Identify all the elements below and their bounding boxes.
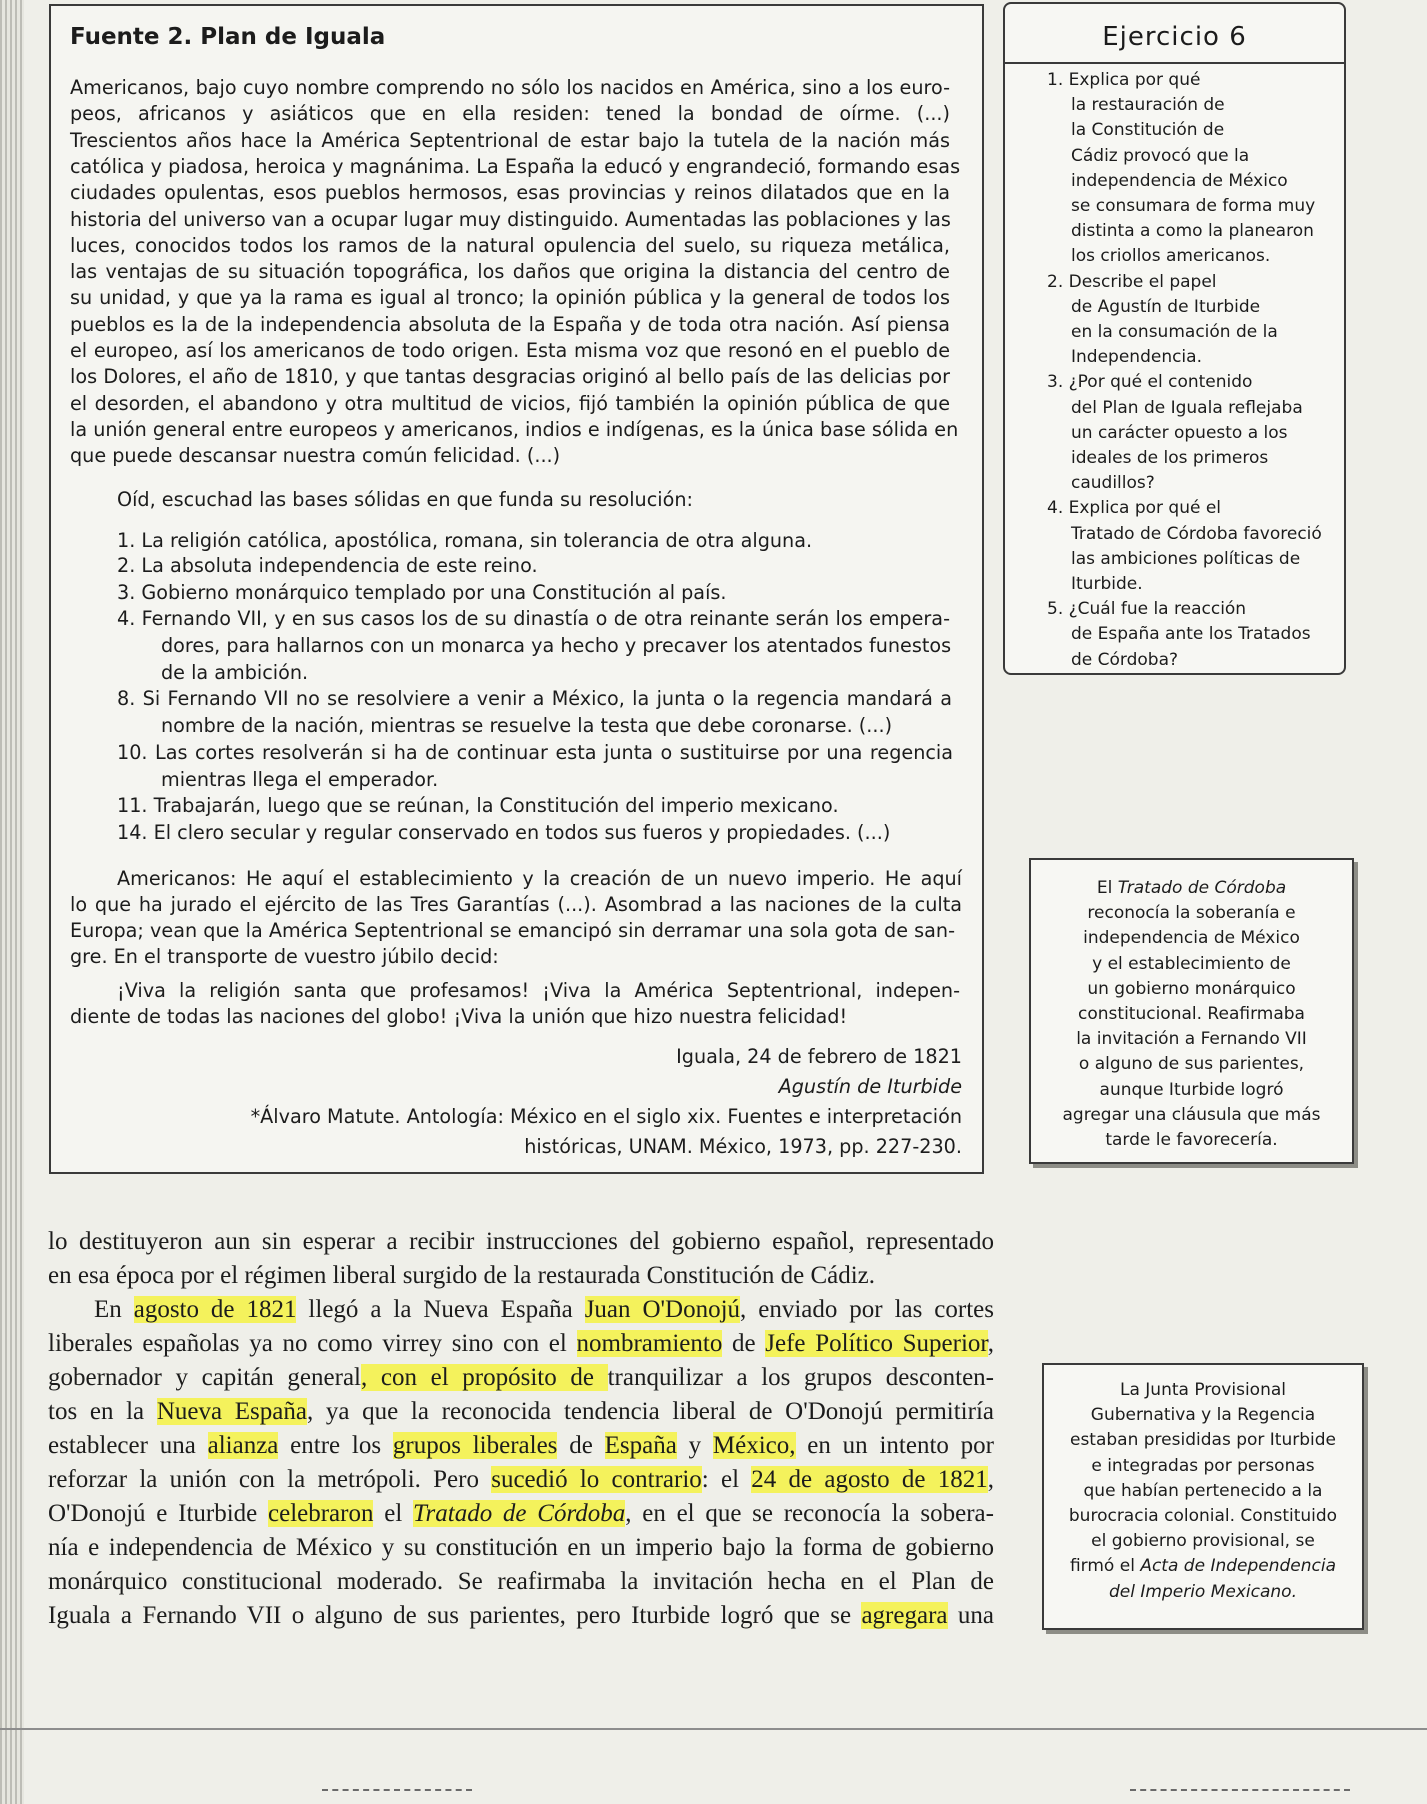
- exercise-question-line: ideales de los primeros: [1071, 448, 1269, 468]
- note-line: un gobierno monárquico: [1087, 978, 1296, 999]
- exercise-question-line: las ambiciones políticas de: [1071, 548, 1301, 569]
- text-segment: , enviado por las cortes: [740, 1296, 994, 1323]
- note-line: burocracia colonial. Constituido: [1068, 1506, 1338, 1526]
- text-segment: ,: [987, 1466, 994, 1493]
- note-line: El Tratado de Córdoba: [1096, 878, 1287, 898]
- source-line: el desorden, el abandono y otra multitud de vicios, fijó también la opinión pública de que: [70, 391, 950, 415]
- exercise-divider: [1005, 62, 1344, 64]
- source-line: pueblos es la de la independencia absoluta de la España y de toda otra nación. Así piensa: [70, 312, 950, 336]
- text-segment: ,: [987, 1330, 994, 1357]
- closing-line: Americanos: He aquí el establecimiento y la creación de un nuevo imperio. He aquí: [117, 867, 962, 890]
- highlighted-phrase: Juan O'Donojú: [584, 1296, 741, 1323]
- note-line: e integradas por personas: [1091, 1455, 1315, 1476]
- highlighted-phrase: celebraron: [268, 1500, 374, 1527]
- base-item: 3. Gobierno monárquico templado por una Constitución al país.: [117, 581, 727, 604]
- text-segment: de: [722, 1330, 766, 1357]
- source-line: Americanos, bajo cuyo nombre comprendo no sólo los nacidos en América, sino a los euro-: [70, 76, 950, 99]
- base-item: dores, para hallarnos con un monarca ya hecho y precaver los atentados funestos: [161, 634, 952, 657]
- text-segment: Iguala a Fernando VII o alguno de sus parientes, pero Iturbide logró que se: [48, 1602, 862, 1629]
- text-segment: , en el que se reconocía la sobera-: [625, 1500, 994, 1527]
- body-line-9: [48, 1497, 994, 1530]
- note-line: independencia de México: [1083, 928, 1300, 949]
- exercise-question: 2. Describe el papel: [1047, 271, 1217, 292]
- text-segment: de: [557, 1432, 605, 1459]
- exercise-question-line: de Córdoba?: [1071, 649, 1179, 670]
- text-segment: tos en la: [48, 1398, 157, 1425]
- note-line: que habían pertenecido a la: [1083, 1480, 1323, 1501]
- exercise-question-line: en la consumación de la: [1071, 322, 1278, 342]
- exercise-question-line: la restauración de: [1071, 95, 1225, 116]
- exercise-question-line: la Constitución de: [1071, 120, 1225, 141]
- base-item: de la ambición.: [161, 661, 309, 684]
- text-segment: establecer una: [48, 1432, 208, 1459]
- note-line: constitucional. Reafirmaba: [1078, 1004, 1305, 1024]
- closing-line: Europa; vean que la América Septentrional se emancipó sin derramar una sola gota de san-: [70, 919, 955, 942]
- exercise-question: 1. Explica por qué: [1047, 70, 1201, 90]
- body-line-5: [48, 1361, 994, 1394]
- base-item: 4. Fernando VII, y en sus casos los de su dinastía o de otra reinante serán los empera-: [117, 607, 950, 630]
- text-segment: una: [947, 1602, 994, 1629]
- exercise-title: Ejercicio 6: [1102, 22, 1247, 52]
- note-line: reconocía la soberanía e: [1087, 903, 1296, 924]
- note-line: o alguno de sus parientes,: [1078, 1054, 1305, 1075]
- source-line: la unión general entre europeos y americanos, indios e indígenas, es la única base sólida en: [70, 417, 959, 441]
- note-line: La Junta Provisional: [1120, 1380, 1286, 1400]
- text-segment: y: [676, 1432, 713, 1459]
- source-citation-2: históricas, UNAM. México, 1973, pp. 227-230.: [524, 1135, 962, 1158]
- exercise-question-line: de España ante los Tratados: [1071, 624, 1311, 645]
- text-segment: el: [373, 1500, 413, 1527]
- source-line: luces, conocidos todos los ramos de la natural opulencia del suelo, su riqueza metálica,: [70, 233, 950, 257]
- closing-line: lo que ha jurado el ejército de las Tres Garantías (...). Asombrad a las naciones de la culta: [70, 893, 962, 916]
- source-line: las ventajas de su situación topográfica, los daños que origina la distancia del centro de: [70, 260, 950, 284]
- text-segment: En: [94, 1296, 134, 1323]
- note-box-tratado: [1029, 858, 1354, 1164]
- body-line-7: [48, 1429, 994, 1462]
- exercise-question-line: del Plan de Iguala reflejaba: [1071, 397, 1303, 418]
- closing-line: diente de todas las naciones del globo! ¡Viva la unión que hizo nuestra felicidad!: [70, 1005, 848, 1028]
- exercise-question-line: Independencia.: [1071, 347, 1202, 368]
- closing-line: gre. En el transporte de vuestro júbilo decid:: [70, 945, 499, 968]
- exercise-question-line: distinta a como la planearon: [1071, 221, 1314, 242]
- base-item: 1. La religión católica, apostólica, romana, sin tolerancia de otra alguna.: [117, 529, 813, 552]
- highlighted-phrase: Tratado de Córdoba: [413, 1500, 626, 1527]
- highlighted-phrase: Jefe Político Superior: [765, 1330, 988, 1357]
- source-line: peos, africanos y asiáticos que en ella residen: tened la bondad de oírme. (...): [70, 102, 950, 126]
- highlighted-phrase: , con el propósito de: [361, 1364, 608, 1391]
- highlighted-phrase: agosto de 1821: [133, 1296, 297, 1323]
- base-item: 14. El clero secular y regular conservado en todos sus fueros y propiedades. (...): [117, 821, 891, 844]
- exercise-question-line: Iturbide.: [1071, 574, 1143, 594]
- body-line-4: [48, 1327, 994, 1360]
- source-line: los Dolores, el año de 1810, y que tantas desgracias originó al bello país de las delicias por: [70, 365, 950, 389]
- exercise-question-line: un carácter opuesto a los: [1071, 422, 1288, 443]
- base-item: mientras llega el emperador.: [161, 768, 439, 791]
- text-segment: entre los: [278, 1432, 393, 1459]
- body-line-10: nía e independencia de México y su constitución en un imperio bajo la forma de gobierno: [48, 1534, 994, 1561]
- highlighted-phrase: agregara: [861, 1602, 948, 1629]
- note-line: y el establecimiento de: [1092, 953, 1291, 974]
- text-segment: reforzar la unión con la metrópoli. Pero: [48, 1466, 492, 1493]
- highlighted-phrase: nombramiento: [576, 1330, 723, 1357]
- note-line: aunque Iturbide logró: [1099, 1079, 1284, 1100]
- source-place-date: Iguala, 24 de febrero de 1821: [676, 1045, 962, 1068]
- source-line: católica y piadosa, heroica y magnánima. La España la educó y engrandeció, formando esas: [70, 154, 961, 178]
- highlighted-phrase: España: [604, 1432, 677, 1459]
- text-segment: liberales españolas ya no como virrey sino con el: [48, 1330, 577, 1357]
- exercise-question: 4. Explica por qué el: [1047, 498, 1222, 519]
- exercise-question-line: los criollos americanos.: [1071, 246, 1271, 267]
- exercise-question: 3. ¿Por qué el contenido: [1047, 372, 1253, 393]
- page-rule: [0, 1728, 1427, 1730]
- note-box-junta: [1042, 1363, 1364, 1630]
- text-segment: O'Donojú e Iturbide: [48, 1500, 268, 1527]
- exercise-box: [1003, 2, 1346, 675]
- note-line: estaban presididas por Iturbide: [1069, 1430, 1336, 1451]
- source-line: el europeo, así los americanos de todo origen. Esta misma voz que resonó en el pueblo de: [70, 339, 950, 362]
- base-item: 10. Las cortes resolverán si ha de continuar esta junta o sustituirse por una regencia: [117, 741, 953, 764]
- highlighted-phrase: alianza: [207, 1432, 279, 1459]
- body-line-8: [48, 1463, 994, 1496]
- source-line: ciudades opulentas, esos pueblos hermosos, esas provincias y reinos dilatados que en la: [70, 181, 950, 205]
- body-line-11: monárquico constitucional moderado. Se reafirmaba la invitación hecha en el Plan de: [48, 1568, 994, 1595]
- text-segment: tranquilizar a los grupos desconten-: [607, 1364, 994, 1391]
- note-line: la invitación a Fernando VII: [1076, 1029, 1307, 1050]
- highlighted-phrase: sucedió lo contrario: [491, 1466, 702, 1493]
- note-line: agregar una cláusula que más: [1062, 1104, 1321, 1125]
- base-item: 11. Trabajarán, luego que se reúnan, la Constitución del imperio mexicano.: [117, 794, 839, 817]
- source-title: Fuente 2. Plan de Iguala: [70, 24, 386, 50]
- footer-dash-1: [322, 1789, 472, 1791]
- footer-dash-2: [1130, 1789, 1350, 1791]
- note-line: el gobierno provisional, se: [1091, 1531, 1315, 1552]
- exercise-question-line: de Agustín de Iturbide: [1071, 296, 1261, 317]
- body-line-1: lo destituyeron aun sin esperar a recibir instrucciones del gobierno español, representado: [48, 1228, 994, 1255]
- body-line-12: [48, 1599, 994, 1632]
- highlighted-phrase: Nueva España: [156, 1398, 307, 1425]
- highlighted-phrase: grupos liberales: [392, 1432, 558, 1459]
- source-line: su unidad, y que ya la rama es igual al tronco; la opinión pública y la general de todos los: [70, 286, 950, 310]
- exercise-question-line: Cádiz provocó que la: [1071, 145, 1250, 166]
- text-segment: , ya que la reconocida tendencia liberal de O'Donojú permitiría: [306, 1398, 994, 1425]
- note-line: Gubernativa y la Regencia: [1090, 1405, 1316, 1426]
- source-line: que puede descansar nuestra común felicidad. (...): [70, 444, 561, 468]
- exercise-question-line: caudillos?: [1071, 473, 1155, 494]
- source-intro: Oíd, escuchad las bases sólidas en que funda su resolución:: [117, 488, 693, 511]
- body-line-6: [48, 1395, 994, 1428]
- note-line: firmó el Acta de Independencia: [1069, 1556, 1337, 1577]
- body-line-2: en esa época por el régimen liberal surgido de la restaurada Constitución de Cádiz.: [48, 1262, 876, 1289]
- source-line: historia del universo van a ocupar lugar muy distinguido. Aumentadas las poblaciones y las: [70, 207, 951, 231]
- note-line: tarde le favorecería.: [1105, 1130, 1278, 1150]
- source-line: Trescientos años hace la América Septentrional de estar bajo la tutela de la nación más: [70, 128, 950, 152]
- source-citation-1: *Álvaro Matute. Antología: México en el siglo xix. Fuentes e interpretación: [250, 1105, 962, 1128]
- exercise-question: 5. ¿Cuál fue la reacción: [1047, 599, 1247, 620]
- text-segment: en un intento por: [795, 1432, 995, 1459]
- note-line: del Imperio Mexicano.: [1109, 1581, 1297, 1602]
- text-segment: gobernador y capitán general: [48, 1364, 361, 1391]
- base-item: 8. Si Fernando VII no se resolviere a venir a México, la junta o la regencia mandará a: [117, 687, 952, 710]
- highlighted-phrase: México,: [712, 1432, 796, 1459]
- base-item: nombre de la nación, mientras se resuelve la testa que debe coronarse. (...): [161, 714, 893, 737]
- closing-line: ¡Viva la religión santa que profesamos! ¡Viva la América Septentrional, indepen-: [117, 979, 960, 1002]
- text-segment: llegó a la Nueva España: [296, 1296, 585, 1323]
- base-item: 2. La absoluta independencia de este reino.: [117, 554, 538, 577]
- source-author: Agustín de Iturbide: [778, 1075, 962, 1098]
- page-binding-edge: [0, 0, 24, 1804]
- exercise-question-line: independencia de México: [1071, 170, 1288, 191]
- exercise-question-line: se consumara de forma muy: [1071, 196, 1316, 216]
- highlighted-phrase: 24 de agosto de 1821: [751, 1466, 988, 1493]
- body-line-3: [94, 1293, 994, 1326]
- text-segment: : el: [701, 1466, 752, 1493]
- exercise-question-line: Tratado de Córdoba favoreció: [1071, 523, 1322, 544]
